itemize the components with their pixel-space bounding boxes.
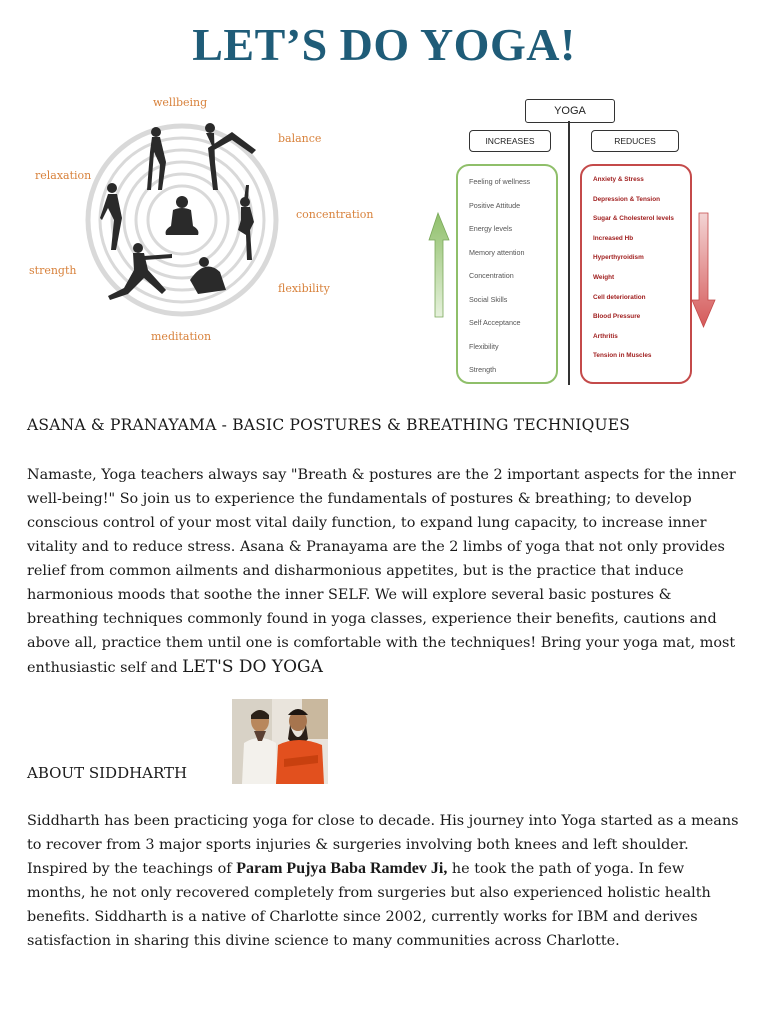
reduces-item: Increased Hb (593, 234, 634, 242)
asana-paragraph (27, 463, 743, 680)
label-concentration: concentration (296, 208, 374, 221)
photo-graphic (232, 699, 328, 784)
label-meditation: meditation (151, 330, 212, 343)
increases-item: Concentration (469, 271, 514, 280)
page-title: LET’S DO YOGA! (192, 19, 576, 70)
label-relaxation: relaxation (35, 169, 92, 182)
reduces-item: Anxiety & Stress (593, 176, 644, 183)
about-body-text-1: Siddharth has been practicing yoga for close to decade. His journey into Yoga started as a means to recover from 3 major sports injuries & surgeries involving both knees and left shoulder. Inspired by the teachings of (27, 813, 739, 877)
yoga-benefits-chart (425, 95, 725, 387)
section-heading-asana: ASANA & PRANAYAMA - BASIC POSTURES & BREATHING TECHNIQUES (27, 416, 631, 434)
label-wellbeing: wellbeing (153, 96, 208, 109)
reduces-item: Sugar & Cholesterol levels (593, 215, 674, 223)
reduces-item: Depression & Tension (593, 195, 660, 203)
asana-body-text: Namaste, Yoga teachers always say "Breath & postures are the 2 important aspects for the inner well-being!" So join us to experience the fundamentals of postures & breathing; to develop conscious control of your most vital daily function, to expand lung capacity, to increase inner vitality and to reduce stress. Asana & Pranayama are the 2 limbs of yoga that not only provides relief from common ailments and disharmonious appetites, but is the practice that induce harmonious moods that soothe the inner SELF. We will explore several basic postures & breathing techniques commonly found in yoga classes, experience their benefits, cautions and above all, practice them until one is comfortable with the techniques! Bring your yoga mat, most enthusiastic self and (27, 467, 736, 676)
section-heading-about: ABOUT SIDDHARTH (27, 764, 188, 782)
label-balance: balance (278, 132, 322, 145)
reduces-item: Cell deterioration (593, 293, 646, 301)
reduces-list (593, 173, 674, 369)
increases-item: Self Acceptance (469, 318, 521, 327)
increases-item: Positive Attitude (469, 200, 521, 210)
increases-item: Flexibility (469, 341, 499, 351)
guru-name-highlight: Param Pujya Baba Ramdev Ji, (236, 860, 448, 877)
label-strength: strength (29, 264, 77, 277)
yoga-wheel-infographic (20, 90, 380, 355)
reduces-item: Tension in Muscles (593, 352, 652, 360)
increases-item: Strength (469, 365, 497, 374)
increases-header: INCREASES (469, 130, 551, 152)
yoga-wheel-graphic (20, 90, 380, 355)
asana-closing-text: LET'S DO YOGA (182, 657, 323, 677)
increases-item: Energy levels (469, 224, 513, 233)
about-body-text-2: he took the path of yoga. In few months, he not only recovered completely from surgeries but also experienced holistic health benefits. Siddharth is a native of Charlotte since 2002, currently works for IBM and derives satisfaction in sharing this divine science to many communities across Charlotte. (27, 861, 711, 949)
yoga-chart-title: YOGA (525, 99, 615, 123)
reduces-item: Blood Pressure (593, 313, 641, 321)
reduces-header: REDUCES (591, 130, 679, 152)
increases-item: Memory attention (469, 247, 525, 257)
increases-list (469, 175, 530, 387)
reduces-item: Arthritis (593, 332, 618, 340)
about-paragraph (27, 809, 743, 953)
reduces-item: Hyperthyroidism (593, 254, 644, 262)
increases-item: Feeling of wellness (469, 177, 531, 186)
siddharth-photo (232, 699, 328, 784)
label-flexibility: flexibility (278, 282, 330, 295)
increases-item: Social Skills (469, 294, 508, 304)
reduces-item: Weight (593, 273, 615, 281)
